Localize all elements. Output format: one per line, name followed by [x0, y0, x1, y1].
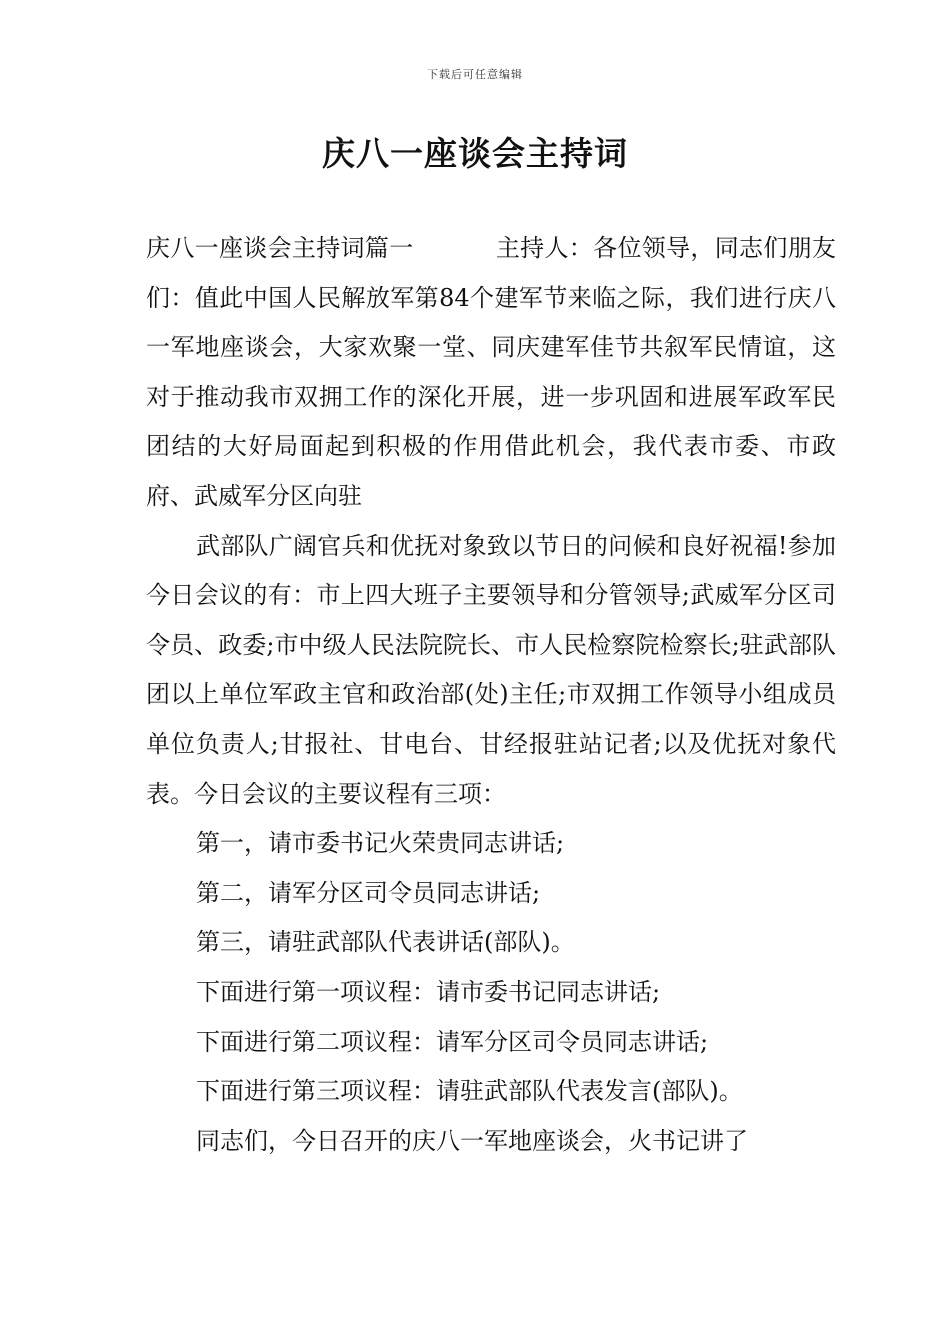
paragraph-closing: 同志们，今日召开的庆八一军地座谈会，火书记讲了: [196, 1126, 748, 1155]
paragraph-intro-text: 主持人：各位领导，同志们朋友们：值此中国人民解放军第84个建军节来临之际，我们进行庆八一军地座谈会，大家欢聚一堂、同庆建军佳节共叙军民情谊，这对于推动我市双拥工作的深化开展，进一步巩固和进展军政军民团结的大好局面起到积极的作用借此机会，我代表市委、市政府、武威军分区向驻: [146, 234, 837, 510]
document-title: 庆八一座谈会主持词: [322, 134, 628, 173]
agenda-item-2: 第二，请军分区司令员同志讲话;: [196, 878, 541, 907]
agenda-step-1: 下面进行第一项议程：请市委书记同志讲话;: [196, 977, 661, 1006]
agenda-item-1: 第一，请市委书记火荣贵同志讲话;: [196, 829, 565, 858]
paragraph-intro: [146, 224, 836, 522]
document-body: [146, 224, 836, 1166]
section-heading: 庆八一座谈会主持词篇一: [146, 234, 414, 262]
agenda-step-3: 下面进行第三项议程：请驻武部队代表发言(部队)。: [196, 1077, 743, 1106]
paragraph-attendees: 武部队广阔官兵和优抚对象致以节日的问候和良好祝福!参加今日会议的有：市上四大班子主要领导和分管领导;武威军分区司令员、政委;市中级人民法院院长、市人民检察院检察长;驻武部队团以上单位军政主官和政治部(处)主任;市双拥工作领导小组成员单位负责人;甘报社、甘电台、甘经报驻站记者;以及优抚对象代表。今日会议的主要议程有三项：: [146, 531, 836, 808]
agenda-item-3: 第三，请驻武部队代表讲话(部队)。: [196, 928, 575, 957]
agenda-step-2: 下面进行第二项议程：请军分区司令员同志讲话;: [196, 1027, 709, 1056]
header-note: 下载后可任意编辑: [427, 68, 523, 81]
